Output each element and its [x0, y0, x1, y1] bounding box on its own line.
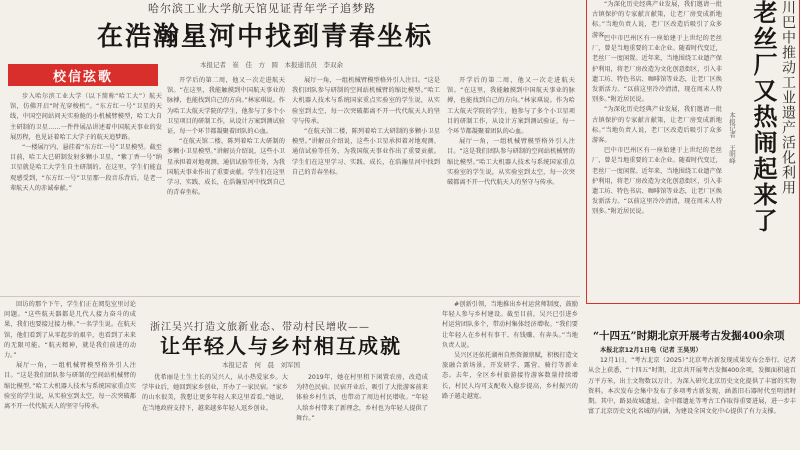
article2-byline: 本报记者 何 晨 刘军国	[222, 361, 300, 369]
article1-col4-paragraph: 展厅一角，一组机械臂模型格外引人注目。“这是我们团队参与研制的空间站机械臂的缩比模型。”哈工大机器人技术与系统国家重点实验室的学生说，从实验室到太空，每一次突破都离不开一代代航天人的坚守与传承。	[292, 77, 440, 125]
brief-byline: 本报北京12月1日电（记者 王昊男）	[600, 347, 702, 354]
brief-headline: “十四五”时期北京开展考古发掘400余项	[593, 330, 785, 342]
article1-column-3	[292, 76, 440, 290]
right-body-paragraph: 巴中市巴州区有一座始建于上世纪的老丝厂，曾是当地重要的工业企业。随着时代变迁，老丝厂一度闲置。近年来，当地围绕工业遗产保护利用，将老厂房改造为文化创意街区，引入非遗工坊、特色书店、咖啡馆等业态，让老厂区焕发新活力。“以前这里冷冷清清，现在周末人特别多。”附近居民说。	[592, 35, 722, 104]
article1-intro	[10, 92, 162, 290]
article1-intro-paragraph: 步入哈尔滨工业大学（以下简称“哈工大”）航天馆，仿佛开启“时光穿梭机”。“东方红一号”卫星的天线，中国空间站问天实验舱的小机械臂模型，哈工大自主研制的卫星……一件件展品讲述着中国航天事业的发展历程，也见证着哈工大学子的航天追梦路。	[10, 93, 162, 141]
article1-col3-paragraph: “在航天馆二楼，陈列着哈工大研制的多颗小卫星模型。”讲解员介绍说，这些小卫星承担着对地观测、通信试验等任务，为我国航天事业作出了重要贡献。学生们在这里学习、实践、成长，在浩瀚星河中找到自己的青春坐标。	[167, 138, 285, 197]
column-label-badge: 校信弦歌	[8, 64, 158, 86]
article2-column-1	[142, 373, 288, 450]
article2-col3-paragraph: #创新引领，当地推出乡村运营师制度，鼓励年轻人参与乡村建设。截至目前，吴兴已引进乡村运营团队多个，带动村集体经济增收。“我们要让年轻人在乡村有事干、有钱赚、有奔头。”当地负责人说。	[442, 301, 578, 349]
article1-col3b-paragraph: “在航天馆二楼，陈列着哈工大研制的多颗小卫星模型。”讲解员介绍说，这些小卫星承担着对地观测、通信试验等任务，为我国航天事业作出了重要贡献。学生们在这里学习、实践、成长，在浩瀚星河中找到自己的青春坐标。	[292, 128, 440, 176]
article1-col1-paragraph: “一楼展厅内，悬挂着“东方红一号”卫星模型。截至目前，哈工大已研制发射多颗小卫星，“紫丁香一号”纳卫星就是哈工大学生自主研制的。在这里，学生们能直观感受到，“东方红一号”卫星那一段音乐背后，是老一辈航天人的赤诚奉献。”	[10, 144, 162, 192]
right-body-paragraph-2: “为深化历史经典产业发展，我们邀请一批古镇保护的专家献言献策，让老厂房变成新地标。”当地负责人说，老厂区改造后吸引了众多游客。	[592, 106, 722, 145]
brief-body-paragraph: 12月1日，“考古北京（2025）”北京考古新发现成果发布会举行。记者从会上获悉，“十四五”时期，北京共开展考古发掘400余项，发掘面积逾百万平方米，出土文物数以万计，为深入研究北京历史文化提供了丰富的实物资料。本次发布会集中发布了多项考古新发现，涵盖旧石器时代至明清时期。其中，路县故城遗址、金中都遗址等考古工作取得重要进展，进一步丰富了北京历史文化名城的内涵，为建设全国文化中心提供了有力支撑。	[588, 357, 796, 416]
article2-col4-paragraph: 吴兴区还依托湖州自然资源禀赋，积极打造文旅融合新场景，开发研学、露营、骑行等新业态。去年，全区乡村旅游接待游客数量持续增长，村民人均可支配收入稳步提高，乡村振兴的路子越走越宽。	[442, 352, 578, 400]
right-top-paragraph: “为深化历史经典产业发展，我们邀请一批古镇保护的专家献言献策，让老厂房变成新地标。”当地负责人说，老厂区改造后吸引了众多游客。	[592, 1, 722, 39]
section-divider	[0, 296, 580, 297]
article1-col2-paragraph: 开学后的第二周，他又一次走进航天馆。“在这里，我能触摸到中国航天事业的脉搏，也能找到自己的方向。”林家琪说。作为哈工大航天学院的学生，他参与了多个小卫星项目的研制工作，从设计方案到测试验证，每一个环节都凝聚着团队的心血。	[167, 77, 285, 136]
right-top-text	[592, 0, 722, 39]
article2-headline: 让年轻人与乡村相互成就	[160, 334, 402, 358]
right-byline: 本报记者 王明峰	[728, 112, 736, 164]
brief-body	[588, 346, 796, 450]
left-bottom-paragraph-2: 展厅一角，一组机械臂模型格外引人注目。“这是我们团队参与研制的空间站机械臂的缩比模型。”哈工大机器人技术与系统国家重点实验室的学生说，从实验室到太空，每一次突破都离不开一代代航天人的坚守与传承。	[4, 362, 136, 411]
left-bottom-paragraph: 回访的那个下午，学生们正在阅览室里讨论问题。“这些航天器都是几代人接力奋斗的成果，我们也要接过接力棒。”一名学生说。在航天馆，他们看到了从零起步的艰辛，也看到了未来的无限可能。“航天精神，就是我们前进的动力。”	[4, 301, 136, 360]
article2-column-2	[296, 373, 428, 450]
article1-col2b-paragraph: 开学后的第二周，他又一次走进航天馆。“在这里，我能触摸到中国航天事业的脉搏，也能找到自己的方向。”林家琪说。作为哈工大航天学院的学生，他参与了多个小卫星项目的研制工作，从设计方案到测试验证，每一个环节都凝聚着团队的心血。	[447, 77, 575, 136]
article1-col4b-paragraph: 展厅一角，一组机械臂模型格外引人注目。“这是我们团队参与研制的空间站机械臂的缩比模型。”哈工大机器人技术与系统国家重点实验室的学生说，从实验室到太空，每一次突破都离不开一代代航天人的坚守与传承。	[447, 138, 575, 187]
right-body-paragraph-3: 巴中市巴州区有一座始建于上世纪的老丝厂，曾是当地重要的工业企业。随着时代变迁，老丝厂一度闲置。近年来，当地围绕工业遗产保护利用，将老厂房改造为文化创意街区，引入非遗工坊、特色书店、咖啡馆等业态，让老厂区焕发新活力。“以前这里冷冷清清，现在周末人特别多。”附近居民说。	[592, 147, 722, 216]
left-bottom-text	[4, 300, 136, 450]
article2-col2-paragraph: 2019年，她在村里租下闲置农房，改造成为特色民宿。民宿开业后，吸引了大批游客前来体验乡村生活，也带动了周边村民增收。“年轻人给乡村带来了新理念，乡村也为年轻人提供了舞台。”	[296, 374, 428, 422]
article1-column-4	[447, 76, 575, 290]
right-headline-main: 老丝厂又热闹起来了	[749, 0, 778, 234]
article2-col1-paragraph: 优希丽是土生土长的吴兴人，从小热爱家乡。大学毕业后，她回到家乡创业，开办了一家民宿。“家乡的山水很美，我想让更多年轻人来这里看看。”她说，在当地政府支持下，越来越多年轻人返乡创业。	[142, 374, 288, 412]
article1-byline: 本报记者 崔 佳 方 圆 本报通讯员 李双余	[200, 61, 343, 69]
right-headline-sub: 川巴中推动工业遗产活化利用	[780, 0, 796, 195]
article2-kicker: 浙江吴兴打造文旅新业态、带动村民增收——	[150, 322, 370, 333]
article1-headline: 在浩瀚星河中找到青春坐标	[97, 22, 434, 52]
article1-column-2	[167, 76, 285, 290]
article1-kicker: 哈尔滨工业大学航天馆见证青年学子追梦路	[148, 2, 376, 15]
article2-column-3	[442, 300, 578, 450]
right-body	[592, 34, 722, 298]
